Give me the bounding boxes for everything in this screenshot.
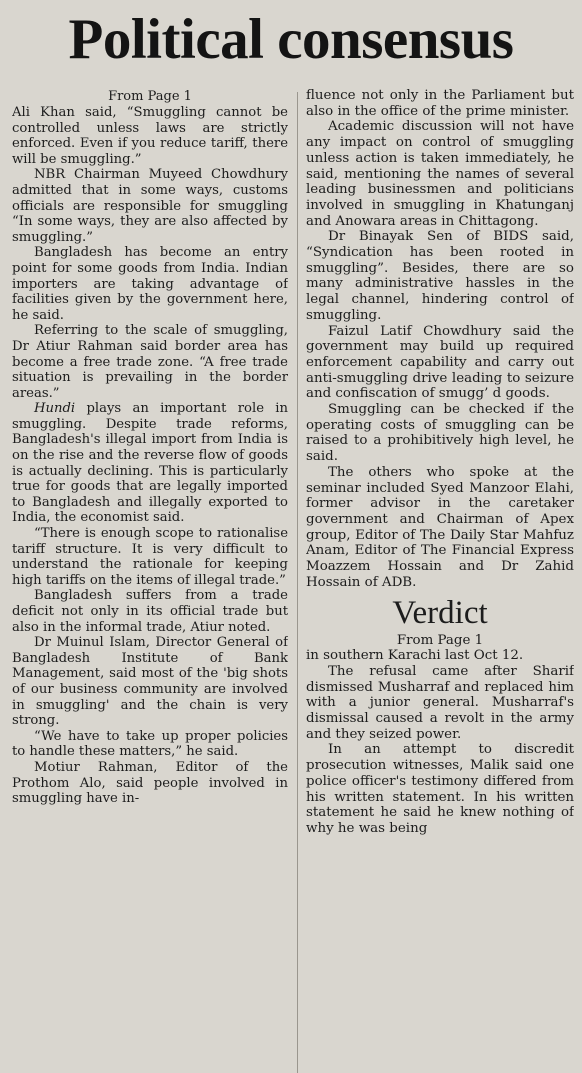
paragraph: “There is enough scope to rationalise tariff structure. It is very difficult to understand the rationale for keeping high tariffs on the items of illegal trade.” [12, 526, 288, 588]
headline: Political consensus [68, 8, 514, 71]
paragraph: Academic discussion will not have any impact on control of smuggling unless action is taken immediately, he said, mentioning the names of several leading businessmen and politicians involved in smuggling in Khatunganj and Anowara areas in Chittagong. [306, 119, 574, 229]
paragraph-hundi [12, 401, 288, 526]
paragraph: Dr Binayak Sen of BIDS said, “Syndication has been rooted in smuggling”. Besides, there are so many administrative hassles in the legal channel, hindering control of smuggling. [306, 229, 574, 323]
right-column [306, 88, 574, 1073]
paragraph: NBR Chairman Muyeed Chowdhury admitted that in some ways, customs officials are responsible for smuggling “In some ways, they are also affected by smuggling.” [12, 167, 288, 245]
paragraph: Motiur Rahman, Editor of the Prothom Alo, said people involved in smuggling have in- [12, 759, 288, 807]
paragraph: Dr Muinul Islam, Director General of Bangladesh Institute of Bank Management, said most of the 'big shots of our business community are involved in smuggling' and the chain is very strong. [12, 635, 288, 729]
verdict-from-page-label: From Page 1 [396, 632, 484, 648]
left-column [12, 88, 288, 1073]
paragraph: Bangladesh suffers from a trade deficit not only in its official trade but also in the informal trade, Atiur noted. [12, 588, 288, 635]
paragraph: Bangladesh has become an entry point for some goods from India. Indian importers are taking advantage of facilities given by the government here, he said. [12, 245, 288, 323]
paragraph: Ali Khan said, “Smuggling cannot be controlled unless laws are strictly enforced. Even if you reduce tariff, there will be smuggling.” [12, 105, 288, 167]
paragraph: in southern Karachi last Oct 12. [306, 648, 524, 664]
paragraph: The refusal came after Sharif dismissed Musharraf and replaced him with a junior general. Musharraf's dismissal caused a revolt in the army and they seized power. [306, 663, 574, 742]
paragraph: Referring to the scale of smuggling, Dr Atiur Rahman said border area has become a free trade zone. “A free trade situation is prevailing in the border areas.” [12, 323, 288, 401]
paragraph: Faizul Latif Chowdhury said the government may build up required enforcement capability and carry out anti-smuggling drive leading to seizure and confiscation of smugg’ d goods. [306, 323, 574, 402]
paragraph: “We have to take up proper policies to handle these matters,” he said. [12, 728, 288, 760]
column-divider [297, 92, 298, 1073]
paragraph-text: plays an important role in smuggling. Despite trade reforms, Bangladesh's illegal import from India is on the rise and the reverse flow of goods is actually declining. This is particularly true for goods that are legally imported to Bangladesh and illegally exported to India, the economist said. [12, 401, 288, 526]
paragraph: Smuggling can be checked if the operating costs of smuggling can be raised to a prohibitively high level, he said. [306, 402, 574, 465]
paragraph: fluence not only in the Parliament but also in the office of the prime minister. [306, 88, 574, 119]
paragraph: In an attempt to discredit prosecution witnesses, Malik said one police officer's testimony differed from his written statement. In his written statement he said he knew nothing of why he was being [306, 742, 574, 836]
paragraph: The others who spoke at the seminar included Syed Manzoor Elahi, former advisor in the caretaker government and Chairman of Apex group, Editor of The Daily Star Mahfuz Anam, Editor of The Financial Express Moazzem Hossain and Dr Zahid Hossain of ADB. [306, 464, 574, 590]
verdict-subhead: Verdict [392, 594, 488, 631]
hundi-italic-word: Hundi [34, 401, 76, 417]
from-page-label: From Page 1 [108, 89, 192, 104]
